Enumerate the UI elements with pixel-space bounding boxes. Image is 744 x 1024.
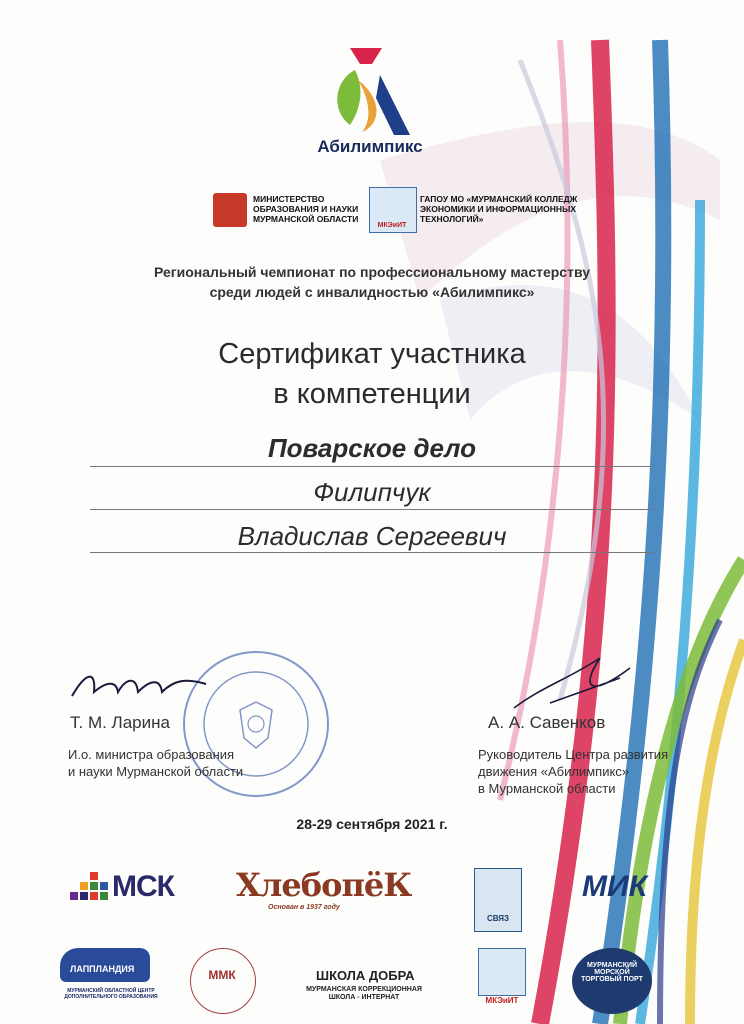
- laplandia-logo-subtitle: МУРМАНСКИЙ ОБЛАСТНОЙ ЦЕНТР ДОПОЛНИТЕЛЬНОГО ОБРАЗОВАНИЯ: [64, 988, 158, 1000]
- championship-line-2: среди людей с инвалидностью «Абилимпикс»: [209, 284, 535, 300]
- signatory-right-role-line-3: в Мурманской области: [478, 781, 616, 796]
- signatory-right-role-line-2: движения «Абилимпикс»: [478, 764, 630, 779]
- msk-logo-icon: [60, 872, 112, 902]
- surname-rule: [90, 509, 654, 510]
- shkola-dobra-logo-text: ШКОЛА ДОБРА: [316, 968, 415, 983]
- championship-line-1: Региональный чемпионат по профессиональному мастерству: [154, 264, 590, 280]
- competence-rule: [90, 466, 654, 467]
- hlebopek-logo-text: ХлебопёК: [236, 866, 412, 904]
- coat-of-arms-icon: [213, 193, 247, 227]
- signatory-left-role-line-1: И.о. министра образования: [68, 747, 235, 762]
- name-rule: [90, 552, 654, 553]
- msk-logo-text: МСК: [112, 870, 174, 903]
- signatory-left-role-line-2: и науки Мурманской области: [68, 764, 244, 779]
- competence-value: Поварское дело: [267, 433, 477, 463]
- championship-title: [100, 262, 644, 302]
- certificate-title-line-1: Сертификат участника: [218, 338, 526, 370]
- college-logo-label: МКЭиИТ: [377, 222, 407, 229]
- participant-name: Владислав Сергеевич: [237, 521, 507, 551]
- signatory-right-role: [478, 746, 698, 797]
- signature-larina-icon: [66, 662, 216, 712]
- brand-name: Абилимпикс: [317, 137, 423, 156]
- signatory-right-role-line-1: Руководитель Центра развития: [478, 747, 669, 762]
- signatory-right-name: А. А. Савенков: [488, 713, 606, 732]
- hlebopek-logo-subtitle: Основан в 1937 году: [268, 904, 340, 911]
- signature-savenkov-icon: [510, 648, 640, 718]
- participant-surname: Филипчук: [313, 477, 431, 507]
- event-date: 28-29 сентября 2021 г.: [296, 816, 448, 832]
- mmk-logo-text: ММК: [208, 968, 236, 982]
- certificate-title-line-2: в компетенции: [273, 378, 471, 410]
- college-name: ГАПОУ МО «МУРМАНСКИЙ КОЛЛЕДЖ ЭКОНОМИКИ И ИНФОРМАЦИОННЫХ ТЕХНОЛОГИЙ»: [420, 194, 578, 224]
- certificate-title: [110, 334, 634, 414]
- mik-logo-text: МИК: [582, 870, 648, 903]
- sea-port-logo-text: МУРМАНСКИЙ МОРСКОЙ ТОРГОВЫЙ ПОРТ: [581, 962, 643, 983]
- mkeit-logo-icon: [478, 948, 526, 996]
- ministry-name: МИНИСТЕРСТВО ОБРАЗОВАНИЯ И НАУКИ МУРМАНСКОЙ ОБЛАСТИ: [253, 194, 359, 224]
- mkeit-logo-text: МКЭиИТ: [485, 996, 519, 1005]
- svyaz-logo-text: СВЯЗ: [486, 914, 510, 923]
- signatory-left-name: Т. М. Ларина: [70, 713, 170, 732]
- signatory-left-role: [68, 746, 288, 780]
- shkola-dobra-logo-subtitle: МУРМАНСКАЯ КОРРЕКЦИОННАЯ ШКОЛА - ИНТЕРНАТ: [306, 986, 422, 1001]
- laplandia-logo-text: ЛАППЛАНДИЯ: [70, 964, 135, 974]
